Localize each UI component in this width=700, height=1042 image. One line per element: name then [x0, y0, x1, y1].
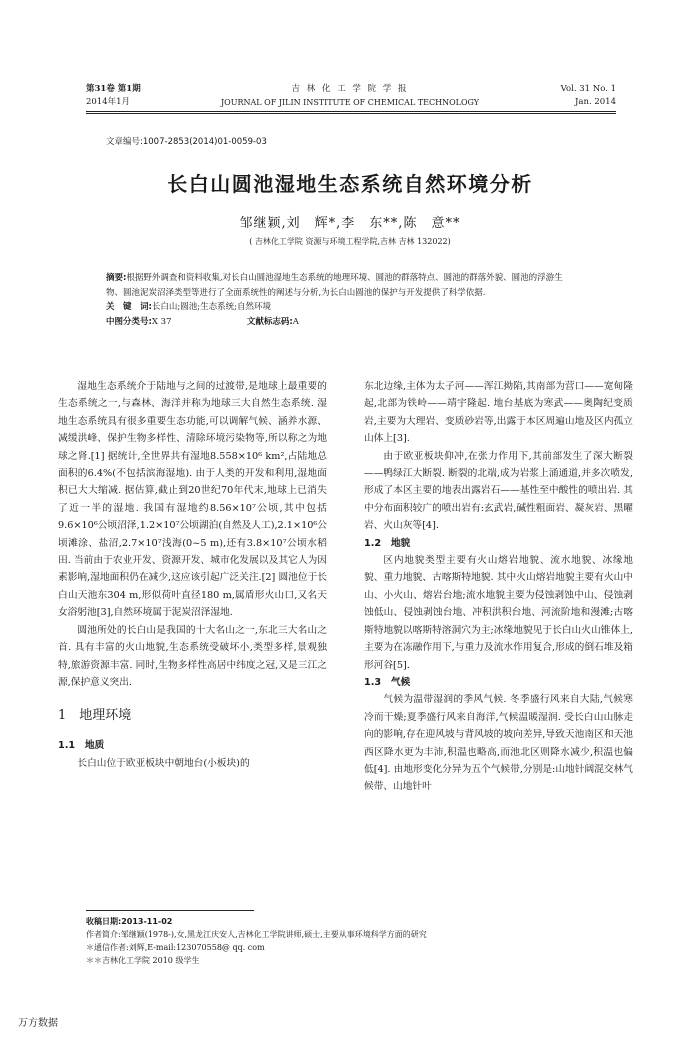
abstract [106, 271, 578, 300]
abstract-text: 根据野外调查和资料收集,对长白山圆池湿地生态系统的地理环境、圆池的群落特点、圆池的群落外貌、圆池的浮游生物、圆池泥炭沼泽类型等进行了全面系统性的阐述与分析,为长白山圆池的保护与开发提供了科学依据. [106, 273, 563, 298]
subsection-heading: 1.3 气候 [364, 676, 411, 688]
student-note: ＊＊吉林化工学院 2010 级学生 [86, 956, 200, 965]
section-heading: 1 地理环境 [58, 708, 132, 724]
footnotes [86, 915, 606, 967]
doc-code-label: 文献标志码: [246, 316, 293, 327]
keywords-text: 长白山;圆池;生态系统;自然环境 [151, 302, 271, 312]
header-rule-2 [86, 113, 616, 114]
paragraph: 由于欧亚板块仰冲,在张力作用下,其前部发生了深大断裂——鸭绿江大断裂. 断裂的北端,成为岩浆上涌通道,并多次喷发,形成了本区主要的地表出露岩石——基性至中酸性的喷出岩. 其中分布面积较广的喷出岩有:玄武岩,碱性粗面岩、凝灰岩、黑曜岩、火山灰等[4]. [364, 450, 633, 532]
article-id: 文章编号:1007-2853(2014)01-0059-03 [106, 137, 267, 147]
header-rule [86, 111, 616, 112]
date-en: Jan. 2014 [575, 97, 616, 107]
subsection-heading: 1.2 地貌 [364, 537, 411, 549]
doc-code-value: A [292, 316, 299, 327]
journal-name-en: JOURNAL OF JILIN INSTITUTE OF CHEMICAL TECHNOLOGY [220, 98, 480, 107]
paragraph: 长白山位于欧亚板块中朝地台(小板块)的 [77, 757, 250, 769]
paragraph: 气候为温带湿润的季风气候. 冬季盛行风来自大陆,气候寒冷而干燥;夏季盛行风来自海洋,气候温暖湿润. 受长白山山脉走向的影响,存在迎风坡与背风坡的坡向差异,导致天池南区和天池西区降水更为丰沛,积温也略高,而池北区则降水减少,积温也偏低[4]. 由地形变化分异为五个气候带,分别是:山地针阔混交林气候带、山地针叶 [364, 694, 633, 793]
date-cn: 2014年1月 [86, 97, 131, 107]
affiliation: ( 吉林化工学院 资源与环境工程学院,吉林 吉林 132022) [249, 237, 451, 246]
abstract-block [106, 271, 578, 329]
right-column [364, 378, 633, 796]
keywords-label: 关 键 词: [106, 302, 152, 312]
paragraph: 湿地生态系统介于陆地与之间的过渡带,是地球上最重要的生态系统之一,与森林、海洋并称为地球三大自然生态系统. 湿地生态系统具有很多重要生态功能,可以调解气候、涵养水源、减缓洪峰、保护生物多样性、清除环境污染物等,所以称之为地球之肾.[1] 据统计,全世界共有湿地8.558×10⁶ km²,占陆地总面积的6.4%(不包括滨海湿地). 由于人类的开发和利用,湿地面积已大大缩减. 据估算,截止到20世纪70年代末,地球上已消失了近一半的湿地. 我国有湿地约8.56×10⁷公顷,其中包括9.6×10⁶公顷沼泽,1.2×10⁷公顷湖泊(自然及人工),2.1×10⁶公顷滩涂、盐沼,2.7×10⁷浅海(0~5 m),还有3.8×10⁷公顷水稻田. 当前由于农业开发、资源开发、城市化发展以及其它人为因素影响,湿地面积仍在减少,这应该引起广泛关注.[2] 圆池位于长白山天池东304 m,形似荷叶直径180 m,属盾形火山口,又名天女浴躬池[3],自然环境属于泥炭沼泽湿地. [58, 381, 327, 619]
journal-name-cn: 吉 林 化 工 学 院 学 报 [291, 84, 409, 94]
clc-label: 中图分类号: [106, 316, 152, 327]
keywords [106, 300, 578, 315]
paragraph: 圆池所处的长白山是我国的十大名山之一,东北三大名山之首. 具有丰富的火山地貌,生态系统受破坏小,类型多样,景观独特,旅游资源丰富. 同时,生物多样性高居中纬度之冠,又是三江之源,保护意义突出. [58, 624, 327, 688]
left-column [58, 378, 327, 772]
volume-issue-en: Vol. 31 No. 1 Jan. 2014 [560, 84, 616, 107]
watermark: 万方数据 [18, 1018, 58, 1029]
page-title: 长白山圆池湿地生态系统自然环境分析 [167, 172, 533, 196]
abstract-label: 摘要: [106, 273, 127, 283]
paragraph: 东北边缘,主体为太子河——浑江拗陷,其南部为营口——宽甸隆起,北部为铁岭——靖宇隆起. 地台基底为寒武——奥陶纪变质岩,主要为大理岩、变质砂岩等,出露于本区周遍山地及区内孤立山体上[3]. [364, 381, 633, 445]
classification [106, 315, 578, 330]
authors: 邹继颖,刘 辉*,李 东**,陈 意** [239, 216, 461, 231]
author-bio: 作者简介:邹继颖(1978-),女,黑龙江庆安人,吉林化工学院讲师,硕士,主要从事环境科学方面的研究 [86, 930, 427, 939]
corresponding-author: ＊通信作者:刘辉,E-mail:123070558@ qq. com [86, 943, 265, 952]
received-date: 收稿日期:2013-11-02 [86, 917, 173, 926]
subsection-heading: 1.1 地质 [58, 740, 105, 752]
paragraph: 区内地貌类型主要有火山熔岩地貌、流水地貌、冰缘地貌、重力地貌、古喀斯特地貌. 其中火山熔岩地貌主要有火山中山、小火山、熔岩台地;流水地貌主要为侵蚀剥蚀中山、侵蚀剥蚀低山、侵蚀剥蚀台地、冲积洪积台地、河流阶地和漫滩;古喀斯特地貌以喀斯特溶洞穴为主;冰缘地貌见于长白山火山锥体上,主要为在冻融作用下,与重力及流水作用复合,形成的倒石堆及箱形河谷[5]. [364, 555, 633, 671]
clc-value: X 37 [151, 316, 172, 327]
volume-issue-cn: 第31卷 第1期 2014年1月 [86, 84, 141, 107]
footnote-rule [86, 910, 254, 911]
